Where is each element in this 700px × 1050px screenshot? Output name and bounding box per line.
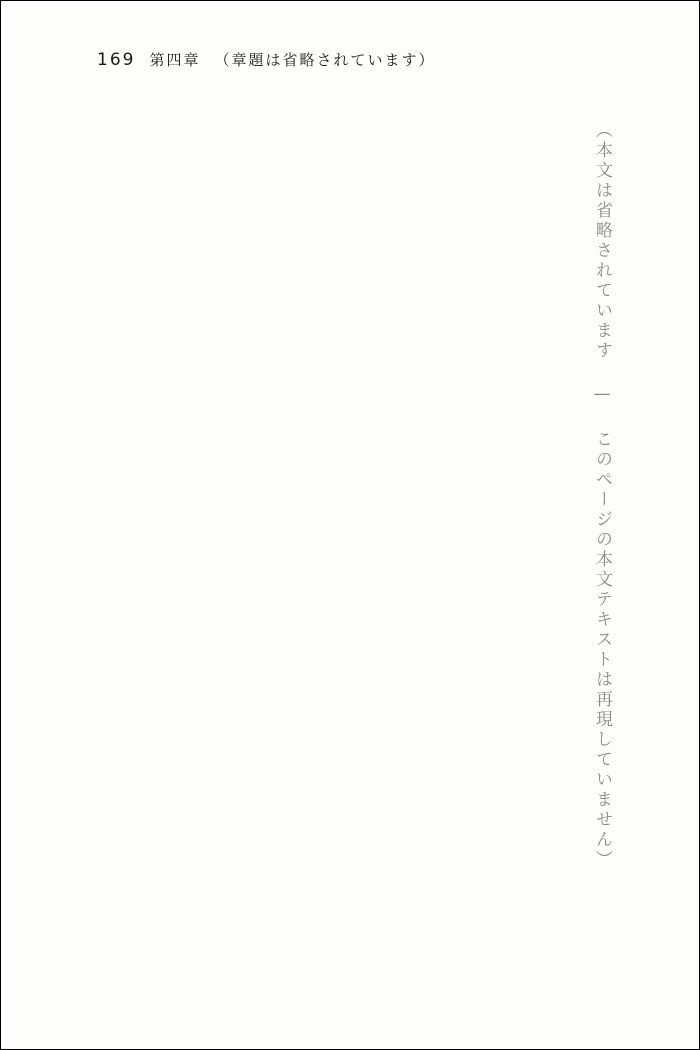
chapter-label: 第四章 (149, 51, 201, 69)
running-head (97, 49, 435, 70)
redaction-notice: （本文は省略されています — このページの本文テキストは再現していません） (592, 121, 612, 870)
vertical-text-body (81, 121, 619, 989)
chapter-title-redacted: （章題は省略されています） (214, 51, 436, 69)
page-number: 169 (97, 50, 136, 70)
